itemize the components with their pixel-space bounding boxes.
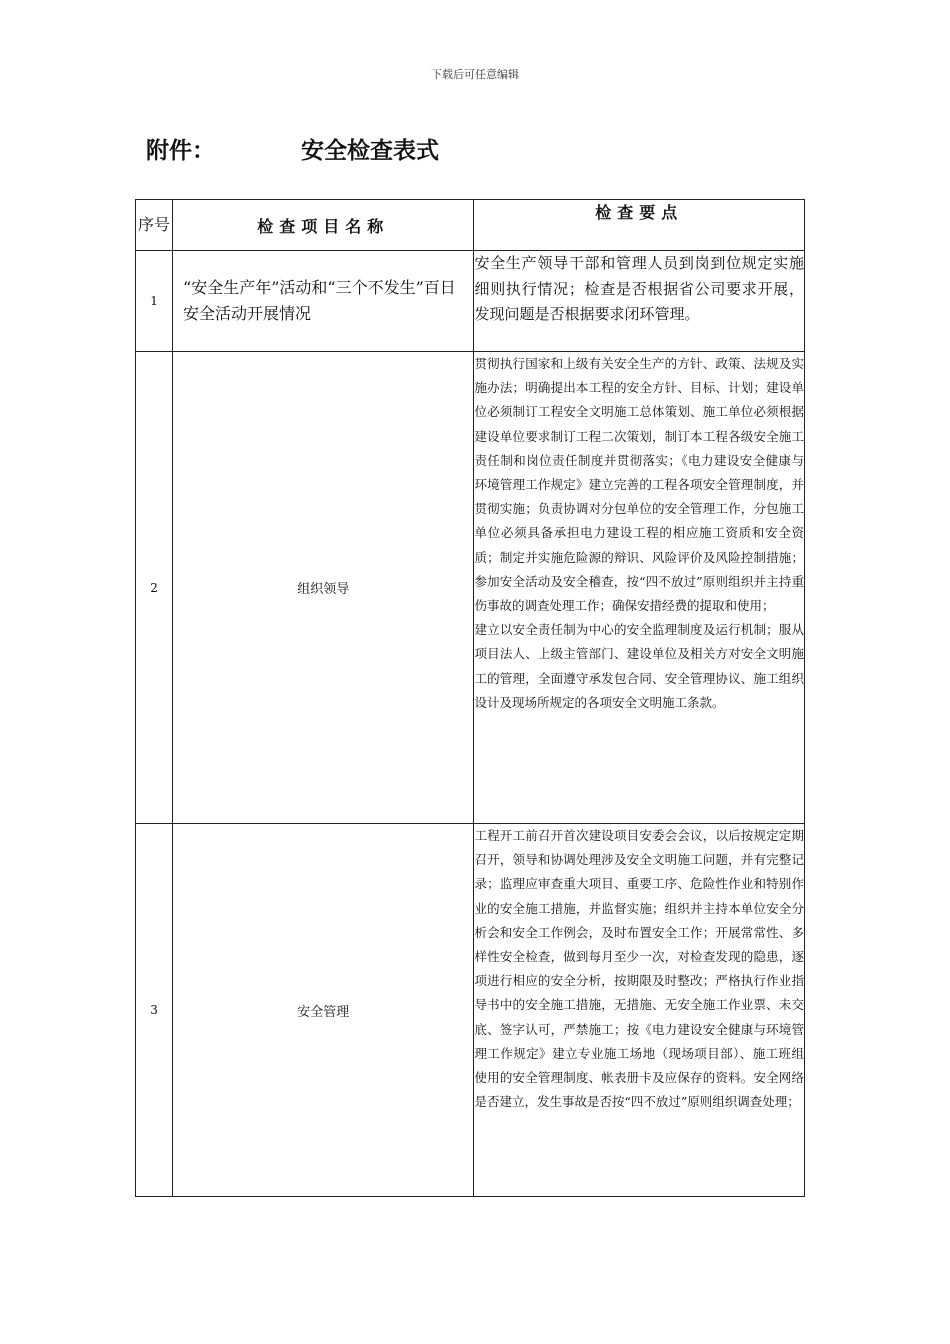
header-item-name: 检查项目名称	[173, 200, 474, 251]
row-check-points	[474, 352, 805, 824]
row-seq: 1	[136, 251, 173, 352]
safety-check-table	[135, 199, 805, 1197]
row-seq: 2	[136, 352, 173, 824]
attachment-label: 附件：	[146, 138, 215, 164]
row-check-points	[474, 251, 805, 352]
table-row	[136, 352, 805, 824]
header-seq: 序号	[136, 200, 173, 251]
check-points-paragraph: 安全生产领导干部和管理人员到岗到位规定实施细则执行情况；检查是否根据省公司要求开展，发现问题是否根据要求闭环管理。	[474, 254, 804, 323]
row-check-points	[474, 824, 805, 1197]
header-check-points: 检查要点	[474, 200, 805, 251]
table-header-row	[136, 200, 805, 251]
check-points-paragraph: 工程开工前召开首次建设项目安委会会议，以后按规定定期召开，领导和协调处理涉及安全文明施工问题，并有完整记录；监理应审查重大项目、重要工序、危险性作业和特别作业的安全施工措施，并监督实施；组织并主持本单位安全分析会和安全工作例会，及时布置安全工作；开展常常性、多样性安全检查，做到每月至少一次，对检查发现的隐患，逐项进行相应的安全分析，按期限及时整改；严格执行作业指导书中的安全施工措施，无措施、无安全施工作业票、未交底、签字认可，严禁施工；按《电力建设安全健康与环境管理工作规定》建立专业施工场地（现场项目部）、施工班组使用的安全管理制度、帐表册卡及应保存的资料。安全网络是否建立，发生事故是否按“四不放过”原则组织调查处理；	[474, 828, 804, 1110]
row-item-name: 组织领导	[173, 352, 474, 824]
check-points-paragraph: 贯彻执行国家和上级有关安全生产的方针、政策、法规及实施办法；明确提出本工程的安全方针、目标、计划；建设单位必须制订工程安全文明施工总体策划、施工单位必须根据建设单位要求制订工程二次策划，制订本工程各级安全施工责任制和岗位责任制度并贯彻落实；《电力建设安全健康与环境管理工作规定》建立完善的工程各项安全管理制度，并贯彻实施；负责协调对分包单位的安全管理工作，分包施工单位必须具备承担电力建设工程的相应施工资质和安全资质；制定并实施危险源的辩识、风险评价及风险控制措施；参加安全活动及安全稽查，按“四不放过”原则组织并主持重伤事故的调查处理工作；确保安措经费的提取和使用；	[474, 356, 804, 614]
watermark-text: 下载后可任意编辑	[431, 68, 519, 81]
row-seq: 3	[136, 824, 173, 1197]
row-item-name: “安全生产年”活动和“三个不发生”百日安全活动开展情况	[173, 251, 474, 352]
page-title: 安全检查表式	[301, 138, 439, 164]
page-heading	[146, 132, 806, 166]
row-item-name: 安全管理	[173, 824, 474, 1197]
check-points-paragraph: 建立以安全责任制为中心的安全监理制度及运行机制；服从项目法人、上级主管部门、建设单位及相关方对安全文明施工的管理，全面遵守承发包合同、安全管理协议、施工组织设计及现场所规定的各项安全文明施工条款。	[474, 622, 804, 710]
table-row	[136, 251, 805, 352]
table-row	[136, 824, 805, 1197]
